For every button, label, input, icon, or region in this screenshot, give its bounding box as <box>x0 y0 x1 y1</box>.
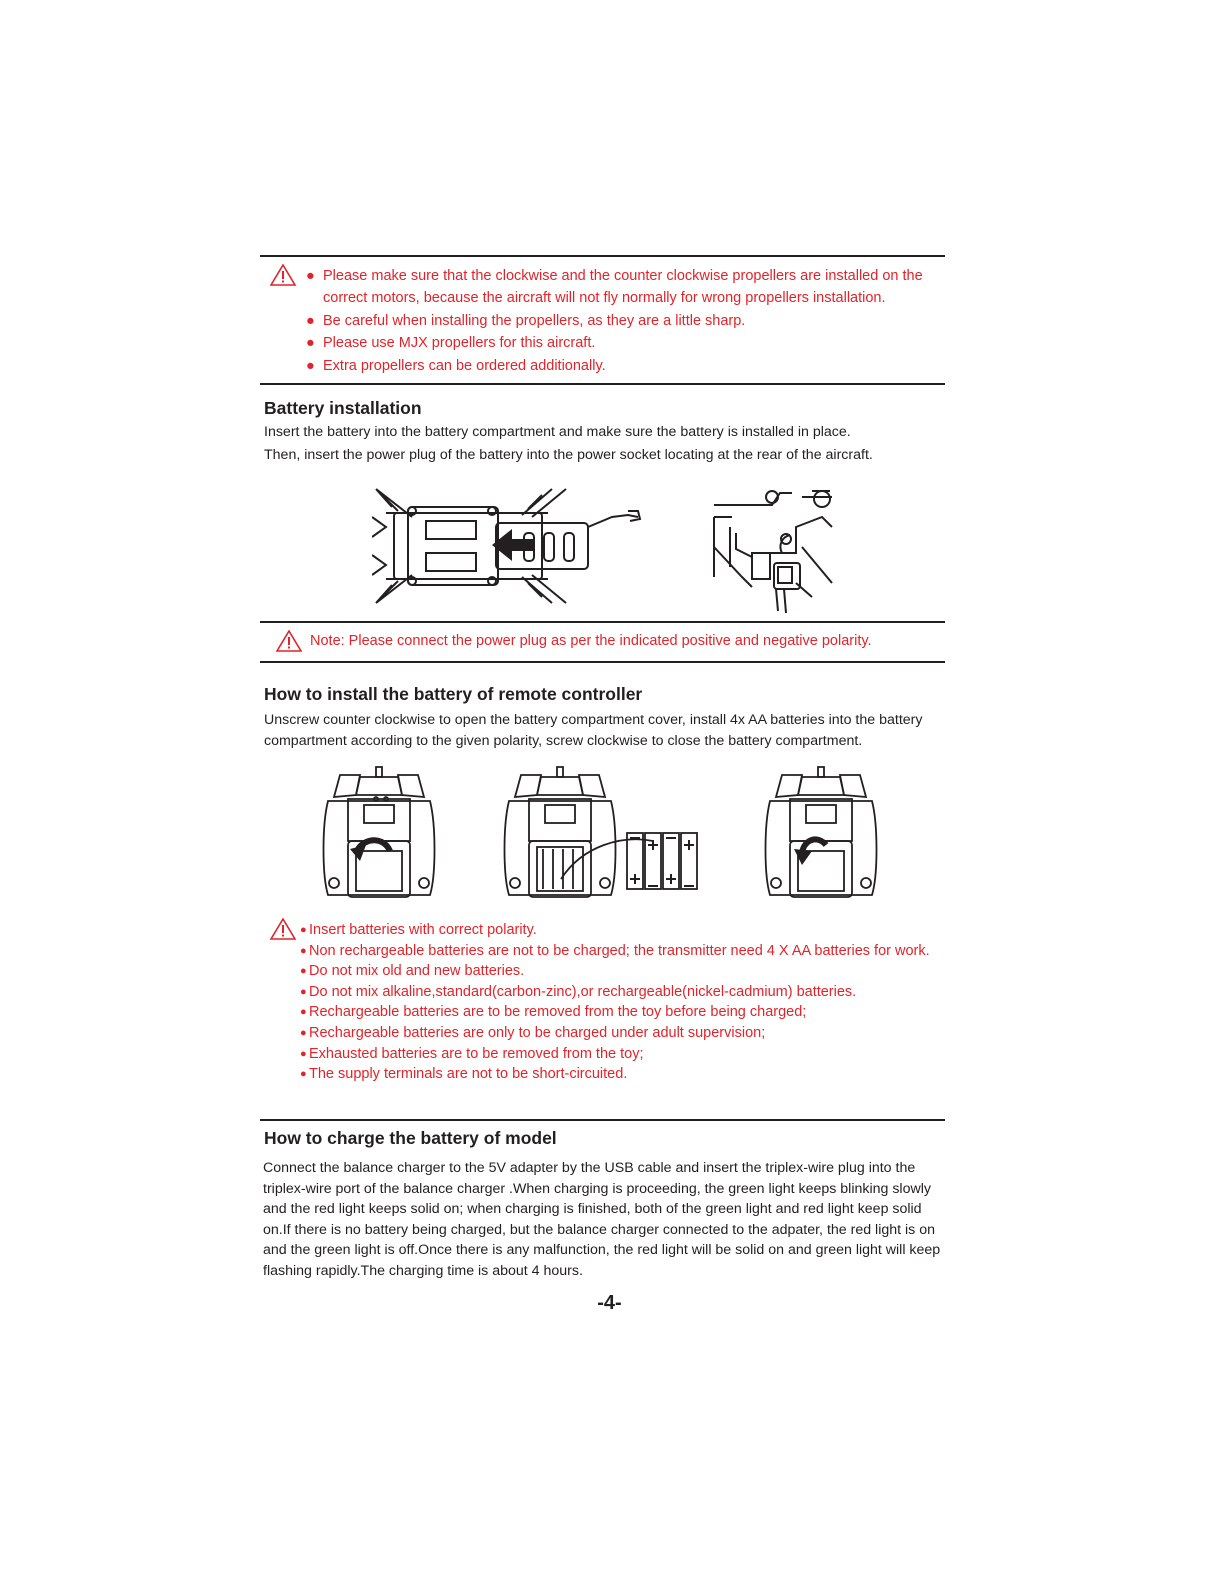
list-item: ● Rechargeable batteries are only to be charged under adult supervision; <box>300 1024 766 1041</box>
controller-open-cover-diagram <box>320 765 438 903</box>
controller-insert-batteries-diagram <box>503 765 699 903</box>
list-item: ● Non rechargeable batteries are not to be charged; the transmitter need 4 X AA batteries for work. <box>300 942 930 959</box>
battery-installation-line2: Then, insert the power plug of the battery into the power socket locating at the rear of the aircraft. <box>264 447 873 463</box>
divider <box>260 383 945 385</box>
list-item: ● Rechargeable batteries are to be removed from the toy before being charged; <box>300 1004 807 1021</box>
charge-text: Connect the balance charger to the 5V adapter by the USB cable and insert the triplex-wire plug into the triplex-wire port of the balance charger .When charging is proceeding, the green light keeps blinking slowly and the red light keeps solid on; when charging is finished, both of the green light and red light keep solid on.If there is no battery being charged, but the balance charger connected to the adpater, the red light is on and the green light is off.Once there is any malfunction, the red light will be solid on and green light will keep flashing rapidly.The charging time is about 4 hours. <box>263 1160 941 1279</box>
battery-warning-list <box>300 920 940 1085</box>
section-title-remote-battery: How to install the battery of remote controller <box>264 684 643 704</box>
list-item: ● Do not mix old and new batteries. <box>300 963 525 980</box>
list-item: ● Be careful when installing the propellers, as they are a little sharp. <box>306 312 746 329</box>
list-item: ● Exhausted batteries are to be removed from the toy; <box>300 1045 644 1062</box>
list-item: ● Extra propellers can be ordered additionally. <box>306 357 606 374</box>
aircraft-rear-plug-diagram <box>712 487 836 615</box>
warning-triangle-icon <box>276 630 302 652</box>
controller-close-cover-diagram <box>762 765 880 903</box>
section-title-charge: How to charge the battery of model <box>264 1128 557 1148</box>
list-item: ● Please use MJX propellers for this aircraft. <box>306 335 596 352</box>
list-item: ● Insert batteries with correct polarity. <box>300 922 537 938</box>
polarity-note: Note: Please connect the power plug as per the indicated positive and negative polarity. <box>310 633 872 649</box>
divider <box>260 1119 945 1121</box>
list-item: ● Please make sure that the clockwise and the counter clockwise propellers are installed on the correct motors, because the aircraft will not fly normally for wrong propellers installation. <box>306 268 923 307</box>
propeller-warning-list <box>306 265 946 377</box>
divider <box>260 621 945 623</box>
list-item: ● Do not mix alkaline,standard(carbon-zinc),or rechargeable(nickel-cadmium) batteries. <box>300 983 857 1000</box>
page-number: -4- <box>597 1292 622 1314</box>
battery-installation-line1: Insert the battery into the battery compartment and make sure the battery is installed in place. <box>264 424 851 440</box>
warning-triangle-icon <box>270 264 296 286</box>
divider-top <box>260 255 945 257</box>
remote-battery-text: Unscrew counter clockwise to open the battery compartment cover, install 4x AA batteries into the battery compartment according to the given polarity, screw clockwise to close the battery compartment. <box>264 712 923 749</box>
warning-triangle-icon <box>270 918 296 940</box>
aircraft-battery-insert-diagram <box>372 487 644 605</box>
section-title-battery-installation: Battery installation <box>264 398 422 418</box>
list-item: ● The supply terminals are not to be short-circuited. <box>300 1066 628 1083</box>
divider <box>260 661 945 663</box>
